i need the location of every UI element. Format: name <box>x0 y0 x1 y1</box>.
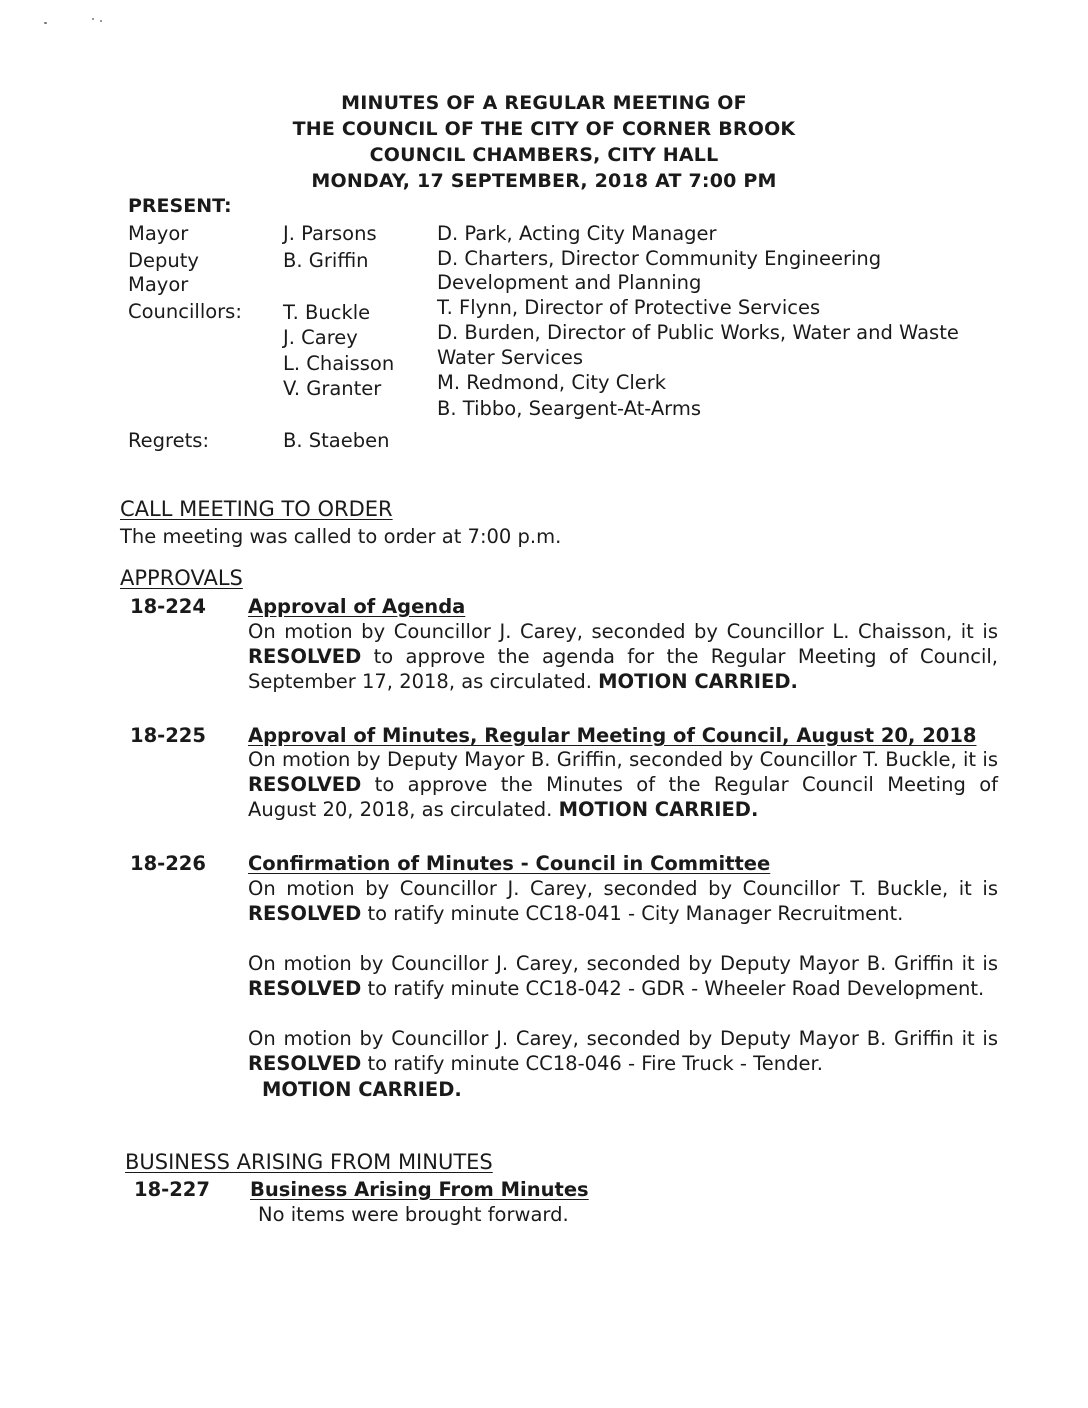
role-mayor: Mayor <box>128 222 189 245</box>
item-title: Confirmation of Minutes - Council in Committee <box>248 852 771 875</box>
item-title: Approval of Agenda <box>248 595 466 618</box>
motion-paragraph <box>248 619 998 694</box>
motion-text: On motion by Deputy Mayor B. Griffin, seconded by Councillor T. Buckle, it is <box>248 748 998 771</box>
resolved-label: RESOLVED <box>248 645 362 668</box>
item-number: 18-226 <box>130 852 206 875</box>
staff-line: D. Burden, Director of Public Works, Water and Waste <box>437 321 959 344</box>
staff-line: D. Park, Acting City Manager <box>437 222 717 245</box>
motion-paragraph <box>248 876 998 926</box>
motion-text: On motion by Councillor J. Carey, seconded by Deputy Mayor B. Griffin it is <box>248 952 998 975</box>
role-deputy: Deputy <box>128 249 199 272</box>
motion-text: On motion by Councillor J. Carey, seconded by Councillor T. Buckle, it is <box>248 877 998 900</box>
motion-paragraph <box>248 747 998 822</box>
motion-text: to approve the Minutes of the Regular Council Meeting of August 20, 2018, as circulated. <box>248 773 998 821</box>
item-number: 18-224 <box>130 595 206 618</box>
motion-paragraph <box>248 951 998 1001</box>
item-number: 18-225 <box>130 724 206 747</box>
business-heading: BUSINESS ARISING FROM MINUTES <box>125 1150 493 1174</box>
name-carey: J. Carey <box>283 326 358 349</box>
document-title <box>0 90 1088 194</box>
name-griffin: B. Griffin <box>283 249 369 272</box>
resolved-label: RESOLVED <box>248 1052 362 1075</box>
resolved-label: RESOLVED <box>248 902 362 925</box>
item-title: Business Arising From Minutes <box>250 1178 589 1201</box>
name-chaisson: L. Chaisson <box>283 352 395 375</box>
call-to-order-heading: CALL MEETING TO ORDER <box>120 497 393 521</box>
staff-line: T. Flynn, Director of Protective Services <box>437 296 821 319</box>
motion-text: On motion by Councillor J. Carey, seconded by Deputy Mayor B. Griffin it is <box>248 1027 998 1050</box>
staff-line: B. Tibbo, Seargent-At-Arms <box>437 397 701 420</box>
title-line: THE COUNCIL OF THE CITY OF CORNER BROOK <box>292 118 796 140</box>
staff-line: Water Services <box>437 346 584 369</box>
resolved-label: RESOLVED <box>248 773 362 796</box>
staff-line: D. Charters, Director Community Engineering <box>437 247 882 270</box>
scan-speck <box>92 18 94 20</box>
motion-text: to ratify minute CC18-042 - GDR - Wheeler Road Development. <box>361 977 985 1000</box>
business-text: No items were brought forward. <box>258 1203 569 1226</box>
motion-text: On motion by Councillor J. Carey, seconded by Councillor L. Chaisson, it is <box>248 620 998 643</box>
staff-line: Development and Planning <box>437 271 702 294</box>
motion-text: to ratify minute CC18-041 - City Manager Recruitment. <box>361 902 904 925</box>
item-title: Approval of Minutes, Regular Meeting of Council, August 20, 2018 <box>248 724 977 747</box>
name-staeben: B. Staeben <box>283 429 390 452</box>
name-granter: V. Granter <box>283 377 382 400</box>
motion-text: to approve the agenda for the Regular Meeting of Council, September 17, 2018, as circulated. <box>248 645 998 693</box>
role-regrets: Regrets: <box>128 429 210 452</box>
resolved-label: RESOLVED <box>248 977 362 1000</box>
motion-paragraph <box>248 1026 998 1076</box>
motion-carried: MOTION CARRIED. <box>262 1078 462 1101</box>
approvals-heading: APPROVALS <box>120 566 243 590</box>
name-buckle: T. Buckle <box>283 301 371 324</box>
motion-text: to ratify minute CC18-046 - Fire Truck - Tender. <box>361 1052 823 1075</box>
title-line: MINUTES OF A REGULAR MEETING OF <box>341 92 747 114</box>
scan-speck <box>100 20 102 22</box>
item-number: 18-227 <box>134 1178 210 1201</box>
title-line: MONDAY, 17 SEPTEMBER, 2018 AT 7:00 PM <box>311 170 777 192</box>
title-line: COUNCIL CHAMBERS, CITY HALL <box>369 144 719 166</box>
role-deputy-mayor: Mayor <box>128 273 189 296</box>
motion-carried: MOTION CARRIED. <box>558 798 759 821</box>
present-label: PRESENT: <box>128 195 232 217</box>
call-to-order-text: The meeting was called to order at 7:00 p.m. <box>120 525 562 548</box>
role-councillors: Councillors: <box>128 300 242 323</box>
name-parsons: J. Parsons <box>283 222 377 245</box>
scan-speck <box>44 22 47 24</box>
staff-line: M. Redmond, City Clerk <box>437 371 667 394</box>
motion-carried: MOTION CARRIED. <box>598 670 798 693</box>
